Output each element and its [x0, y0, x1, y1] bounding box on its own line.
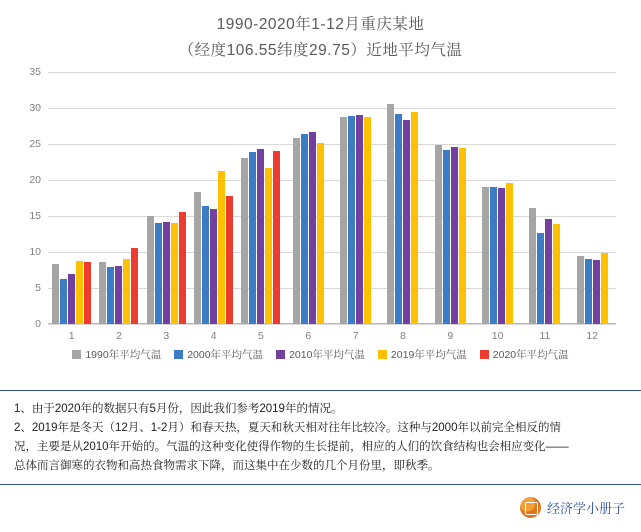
bar	[202, 206, 209, 324]
chart-title-line-2: （经度106.55纬度29.75）近地平均气温	[178, 42, 463, 59]
y-axis-tick-label: 15	[29, 210, 41, 222]
bar	[194, 192, 201, 324]
bar	[60, 279, 67, 324]
legend-label: 2019年平均气温	[390, 349, 467, 361]
bar-group	[569, 72, 616, 342]
note-line-4: 总体而言御寒的衣物和高热食物需求下降，而这集中在少数的几个月份里，即秋季。	[14, 460, 440, 472]
bar	[155, 223, 162, 324]
bar	[387, 104, 394, 324]
bar	[210, 209, 217, 324]
bar	[123, 259, 130, 324]
bar-group	[521, 72, 568, 342]
bar	[490, 187, 497, 324]
bar-group	[143, 72, 190, 342]
bar	[68, 274, 75, 324]
bar	[99, 262, 106, 324]
book-logo-icon	[520, 497, 541, 518]
bar	[459, 148, 466, 324]
bar	[506, 183, 513, 324]
bar	[163, 222, 170, 324]
bar	[84, 262, 91, 324]
bars	[577, 72, 608, 324]
bar	[52, 264, 59, 324]
bar	[257, 149, 264, 324]
bars	[529, 72, 560, 324]
bar	[249, 152, 256, 324]
bar	[403, 120, 410, 324]
x-axis-tick-label: 8	[400, 330, 406, 342]
x-axis-tick-label: 7	[352, 330, 359, 342]
bar-group	[379, 72, 426, 342]
x-axis-tick-label: 6	[305, 330, 312, 342]
x-axis-tick-label: 11	[539, 330, 551, 342]
legend-swatch-icon	[276, 350, 285, 359]
legend-item[interactable]	[378, 347, 467, 362]
bar-group	[427, 72, 474, 342]
x-axis-tick-label: 5	[258, 330, 264, 342]
brand-name: 经济学小册子	[546, 501, 625, 516]
bar	[218, 171, 225, 324]
x-axis-tick-label: 9	[447, 330, 454, 342]
bar	[395, 114, 402, 324]
brand	[520, 497, 625, 518]
bar	[593, 260, 600, 324]
bar	[545, 219, 552, 324]
bar	[498, 188, 505, 324]
bar	[115, 266, 122, 324]
note-line-3: 况，主要是从2010年开始的。气温的这种变化使得作物的生长提前，相应的人们的饮食结构也会相应变化——	[14, 441, 569, 453]
chart-legend	[0, 347, 641, 362]
bar	[265, 168, 272, 324]
bar	[107, 267, 114, 324]
legend-item[interactable]	[276, 347, 365, 362]
legend-swatch-icon	[72, 350, 81, 359]
note-line-2: 2、2019年是冬天（12月、1-2月）和春天热，夏天和秋天相对往年比较冷。这种与2000年以前完全相反的情	[14, 422, 561, 434]
bar	[309, 132, 316, 324]
bars	[340, 72, 371, 324]
note-line-1: 1、由于2020年的数据只有5月份，因此我们参考2019年的情况。	[14, 403, 343, 415]
legend-label: 1990年平均气温	[85, 349, 162, 361]
bars	[482, 72, 513, 324]
bar	[171, 223, 178, 324]
bar	[537, 233, 544, 324]
bar	[585, 259, 592, 324]
legend-swatch-icon	[480, 350, 489, 359]
bars	[147, 72, 186, 324]
bar	[348, 116, 355, 324]
x-axis-tick-label: 4	[210, 330, 217, 342]
x-axis-tick-label: 12	[586, 330, 599, 342]
bars	[387, 72, 418, 324]
bar	[301, 134, 308, 324]
bar-group	[332, 72, 379, 342]
x-axis-tick-label: 1	[68, 330, 75, 342]
legend-label: 2000年平均气温	[187, 349, 264, 361]
bar	[411, 112, 418, 324]
bar-group	[190, 72, 237, 342]
legend-label: 2010年平均气温	[289, 349, 365, 361]
bar	[482, 187, 489, 324]
bar	[226, 196, 233, 324]
bar	[553, 224, 560, 324]
y-axis-tick-label: 30	[29, 102, 41, 114]
legend-swatch-icon	[174, 350, 183, 359]
bar	[435, 145, 442, 324]
bar-group	[95, 72, 142, 342]
bar	[340, 117, 347, 324]
legend-item[interactable]	[72, 347, 161, 362]
bar	[241, 158, 248, 324]
y-axis-tick-label: 5	[35, 282, 41, 294]
bar	[131, 248, 138, 324]
x-axis-tick-label: 10	[491, 330, 504, 342]
bar	[364, 117, 371, 324]
bar	[601, 253, 608, 324]
bar-group	[285, 72, 332, 342]
bars	[241, 72, 280, 324]
bar	[317, 143, 324, 324]
x-axis-tick-label: 2	[116, 330, 122, 342]
bars	[52, 72, 91, 324]
chart-title-line-1: 1990-2020年1-12月重庆某地	[216, 16, 425, 33]
bar	[356, 115, 363, 324]
plot-area	[29, 66, 616, 342]
y-axis-tick-label: 0	[35, 318, 41, 330]
y-axis-tick-label: 20	[29, 174, 41, 186]
chart-title	[0, 12, 641, 64]
bar	[529, 208, 536, 324]
y-axis-tick-label: 10	[29, 246, 41, 258]
bars	[194, 72, 233, 324]
bars	[293, 72, 324, 324]
bar	[443, 150, 450, 324]
y-axis-tick-label: 35	[29, 66, 41, 78]
bar-group	[474, 72, 521, 342]
bar	[76, 261, 83, 324]
bar	[451, 147, 458, 324]
bar	[577, 256, 584, 324]
bar	[179, 212, 186, 324]
notes-panel	[0, 390, 641, 485]
bar	[147, 216, 154, 324]
legend-label: 2020年平均气温	[492, 349, 569, 361]
bar-group	[237, 72, 284, 342]
legend-item[interactable]	[480, 347, 569, 362]
x-axis-tick-label: 3	[163, 330, 170, 342]
bar-groups	[48, 72, 616, 342]
bar	[273, 151, 280, 324]
footer	[0, 486, 641, 532]
bar-group	[48, 72, 95, 342]
y-axis-tick-label: 25	[29, 138, 41, 150]
bars	[99, 72, 138, 324]
bar	[293, 138, 300, 324]
legend-swatch-icon	[378, 350, 387, 359]
legend-item[interactable]	[174, 347, 263, 362]
bars	[435, 72, 466, 324]
